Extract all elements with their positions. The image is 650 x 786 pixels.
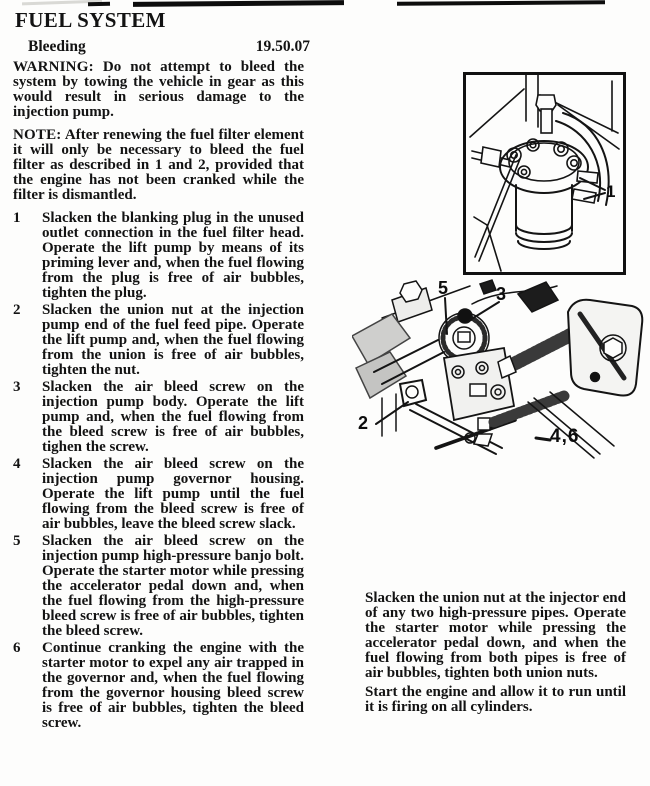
left-column	[13, 60, 304, 733]
step-text: Slacken the air bleed screw on the injection pump body. Operate the lift pump and, when the fuel flowing from the bleed screw is free of air bubbles, tighen the screw.	[42, 379, 304, 455]
note-label: NOTE:	[13, 127, 62, 143]
warning-label: WARNING:	[13, 59, 94, 75]
figure2-callout-3: 3	[496, 284, 507, 304]
scan-bar-dash	[88, 2, 110, 6]
injector-bleed-paragraph: Slacken the union nut at the injector end of any two high-pressure pipes. Operate the starter motor while pressing the accelerator pedal down, and when the fuel flowing from both pipes is free of air bubbles, tighten both union nuts.	[365, 590, 626, 681]
step-number: 1	[13, 210, 21, 226]
step-number: 5	[13, 533, 21, 549]
step-item	[13, 641, 304, 731]
figure2-callout-4-6: 4,6	[550, 426, 580, 447]
injection-pump-illustration	[352, 276, 644, 476]
figure1-callout-1: 1	[606, 182, 616, 201]
section-name: Bleeding	[28, 38, 86, 55]
step-item	[13, 380, 304, 455]
step-number: 4	[13, 456, 21, 472]
step-item	[13, 457, 304, 532]
injection-pump-figure	[352, 276, 644, 476]
step-text: Slacken the air bleed screw on the injection pump high-pressure banjo bolt. Operate the starter motor while pressing the accelerator pedal down and, when the fuel flowing from the high-pressure bleed screw is free of air bubbles, tighten the bleed screw.	[42, 533, 304, 639]
step-item	[13, 211, 304, 301]
scan-bar-right	[397, 0, 605, 5]
step-item	[13, 303, 304, 378]
step-text: Continue cranking the engine with the starter motor to expel any air trapped in the governor and, when the fuel flowing from the governor housing bleed screw is free of air bubbles, tighten the bleed screw.	[42, 640, 304, 731]
warning-text: Do not attempt to bleed the system by towing the vehicle in gear as this would result in serious damage to the injection pump.	[13, 59, 305, 120]
note-text: After renewing the fuel filter element it will only be necessary to bleed the fuel filter as described in 1 and 2, provided that the engine has not been cranked while the filter is dismantled.	[13, 127, 304, 203]
right-column	[365, 591, 626, 719]
steps-list	[13, 211, 304, 731]
step-text: Slacken the air bleed screw on the injection pump governor housing. Operate the lift pump until the fuel flowing from the bleed screw is free of air bubbles, leave the bleed screw slack.	[42, 456, 304, 532]
step-number: 6	[13, 640, 21, 656]
step-number: 2	[13, 302, 21, 318]
warning-paragraph	[13, 60, 304, 120]
note-paragraph	[13, 128, 304, 203]
step-number: 3	[13, 379, 21, 395]
section-heading	[13, 38, 310, 56]
step-text: Slacken the union nut at the injection pump end of the fuel feed pipe. Operate the lift pump and, when the fuel flowing from the union is free of air bubbles, tighten the nut.	[42, 302, 304, 378]
page-title: FUEL SYSTEM	[15, 8, 166, 32]
figure2-callout-2: 2	[358, 413, 369, 433]
step-text: Slacken the blanking plug in the unused outlet connection in the fuel filter head. Operate the lift pump by means of its priming lever and, when the fuel flowing from the plug is free of air bubbles, tighten the plug.	[42, 210, 304, 301]
scan-bar-left	[133, 0, 344, 7]
start-engine-paragraph: Start the engine and allow it to run until it is firing on all cylinders.	[365, 684, 626, 715]
step-item	[13, 534, 304, 639]
fuel-filter-illustration	[466, 75, 623, 272]
section-code: 19.50.07	[255, 38, 310, 55]
figure2-callout-5: 5	[438, 278, 449, 298]
fuel-filter-figure	[463, 72, 626, 275]
